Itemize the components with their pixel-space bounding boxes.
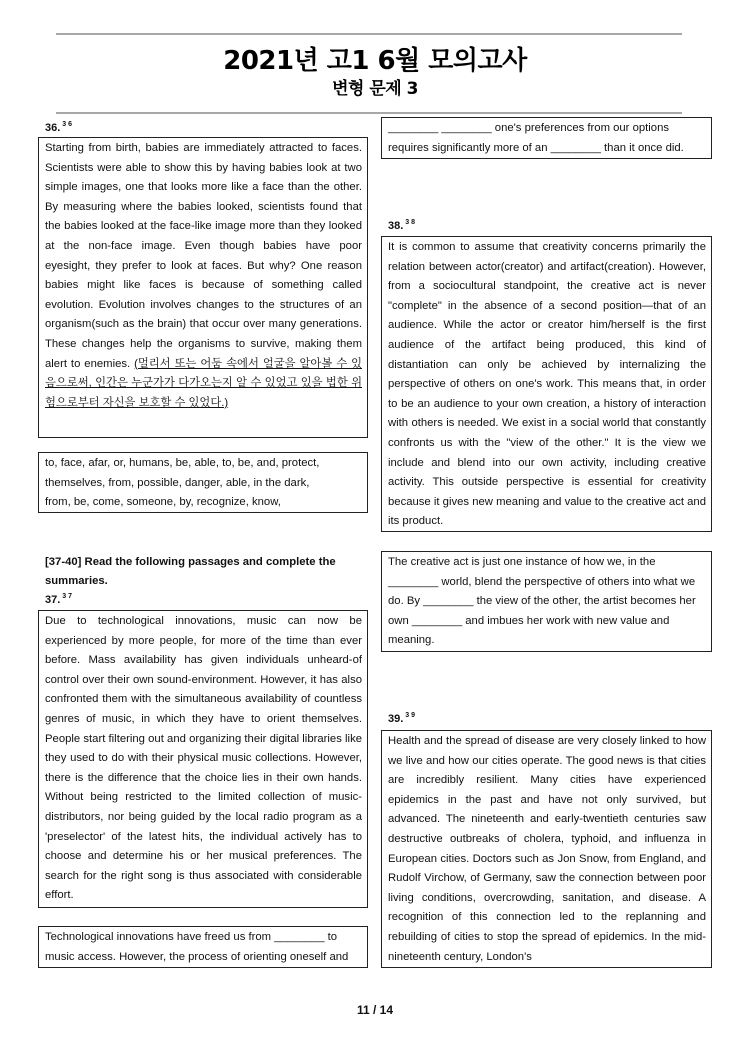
page-subtitle: 변형 문제 3 <box>332 79 418 99</box>
summary-line: requires significantly more of an ________ than it once did. <box>388 141 684 154</box>
underlined-korean-text: (멀리서 또는 어둠 속에서 얼굴을 알아볼 수 있음으로써, 인간은 누군가가 다가오는지 알 수 있었고 있을 법한 위험으로부터 자신을 보호할 수 있었다.) <box>45 357 362 409</box>
summary-line: music access. However, the process of orienting oneself and <box>45 950 349 963</box>
question-36-passage <box>38 137 368 438</box>
question-37-summary-part2 <box>381 117 712 159</box>
passage-text: Due to technological innovations, music can now be experienced by more people, for more of the time than ever before. Mass availability has given individuals unheard-of control over their own sound-environment. However, it has also confronted them with the simultaneous availability of countless genres of music, in which they have to orient themselves. People start filtering out and organizing their digital libraries like they used to do with their physical music collections. However, there is the difference that the choice lies in their own hands. Without being restricted to the limited collection of music-distributors, nor being guided by the local radio program as a 'preselector' of the latest hits, the individual actively has to choose and determine his or her musical preferences. The search for the right song is thus associated with considerable effort. <box>45 615 362 902</box>
question-superscript: 3 7 <box>62 593 73 600</box>
question-number: 39. <box>388 713 404 725</box>
page-number: 11 / 14 <box>356 1003 394 1017</box>
summary-line: Technological innovations have freed us from ________ to <box>45 931 338 943</box>
question-36-word-bank <box>38 452 368 513</box>
question-39-label <box>388 712 415 725</box>
question-36-label <box>45 121 72 134</box>
word-bank-line: from, be, come, someone, by, recognize, know, <box>45 496 281 509</box>
passage-text: It is common to assume that creativity concerns primarily the relation between actor(creator) and artifact(creation). However, from a sociocultural standpoint, the creative act is never "complete" in the absence of a second position—that of an audience. While the actor or creator him/herself is the first audience of the artifact being produced, this kind of distantiation can only be achieved by internalizing the perspective of others on one's work. This means that, in order to be an audience to your own creation, a history of interaction with others is needed. We exist in a social world that constantly confronts us with the "view of the other." It is the view we include and blend into our own activity, including creative activity. This outside perspective is essential for creativity because it gives new meaning and value to the creative act and its product. <box>388 241 706 528</box>
passage-text: Starting from birth, babies are immediately attracted to faces. Scientists were able to show this by having babies look at two simple images, one that looks more like a face than the other. By measuring where the babies looked, scientists found that the babies looked at the face-like image more than they looked at the non-face image. Even though babies have poor eyesight, they prefer to look at faces. But why? One reason babies might like faces is because of something called evolution. Evolution involves changes to the structures of an organism(such as the brain) that occur over many generations. These changes help the organisms to survive, making them alert to enemies. <box>45 142 362 370</box>
question-superscript: 3 6 <box>62 121 73 128</box>
summary-line: ________ ________ one's preferences from our options <box>388 122 670 134</box>
word-bank-line: themselves, from, possible, danger, able, in the dark, <box>45 476 310 489</box>
section-instruction: [37-40] Read the following passages and complete the summaries. <box>45 556 336 587</box>
question-38-label <box>388 219 415 232</box>
question-38-passage <box>381 236 712 532</box>
question-37-label <box>45 593 72 606</box>
page-title: 2021년 고1 6월 모의고사 <box>223 46 527 76</box>
passage-text: Health and the spread of disease are very closely linked to how we live and how our cities operate. The good news is that cities are incredibly resilient. Many cities have experienced epidemics in the past and have not only survived, but advanced. The nineteenth and early-twentieth centuries saw destructive outbreaks of cholera, typhoid, and influenza in European cities. Doctors such as Jon Snow, from England, and Rudolf Virchow, of Germany, saw the connection between poor living conditions, overcrowding, sanitation, and disease. A recognition of this connection led to the replanning and rebuilding of cities to stop the spread of epidemics. In the mid-nineteenth century, London's <box>388 735 706 963</box>
question-37-passage <box>38 610 368 908</box>
question-38-summary <box>381 551 712 652</box>
question-37-summary-part1 <box>38 926 368 968</box>
top-rule <box>56 33 682 35</box>
summary-text: The creative act is just one instance of how we, in the ________ world, blend the perspective of others into what we do. By ________ the view of the other, the artist becomes her own ________ and imbues her work with new value and meaning. <box>388 556 696 647</box>
word-bank-line: to, face, afar, or, humans, be, able, to, be, and, protect, <box>45 457 320 469</box>
header-bottom-rule <box>56 112 682 114</box>
question-number: 38. <box>388 220 404 232</box>
question-number: 36. <box>45 122 61 134</box>
question-number: 37. <box>45 594 61 606</box>
question-39-passage <box>381 730 712 968</box>
question-superscript: 3 9 <box>405 712 416 719</box>
question-superscript: 3 8 <box>405 219 416 226</box>
